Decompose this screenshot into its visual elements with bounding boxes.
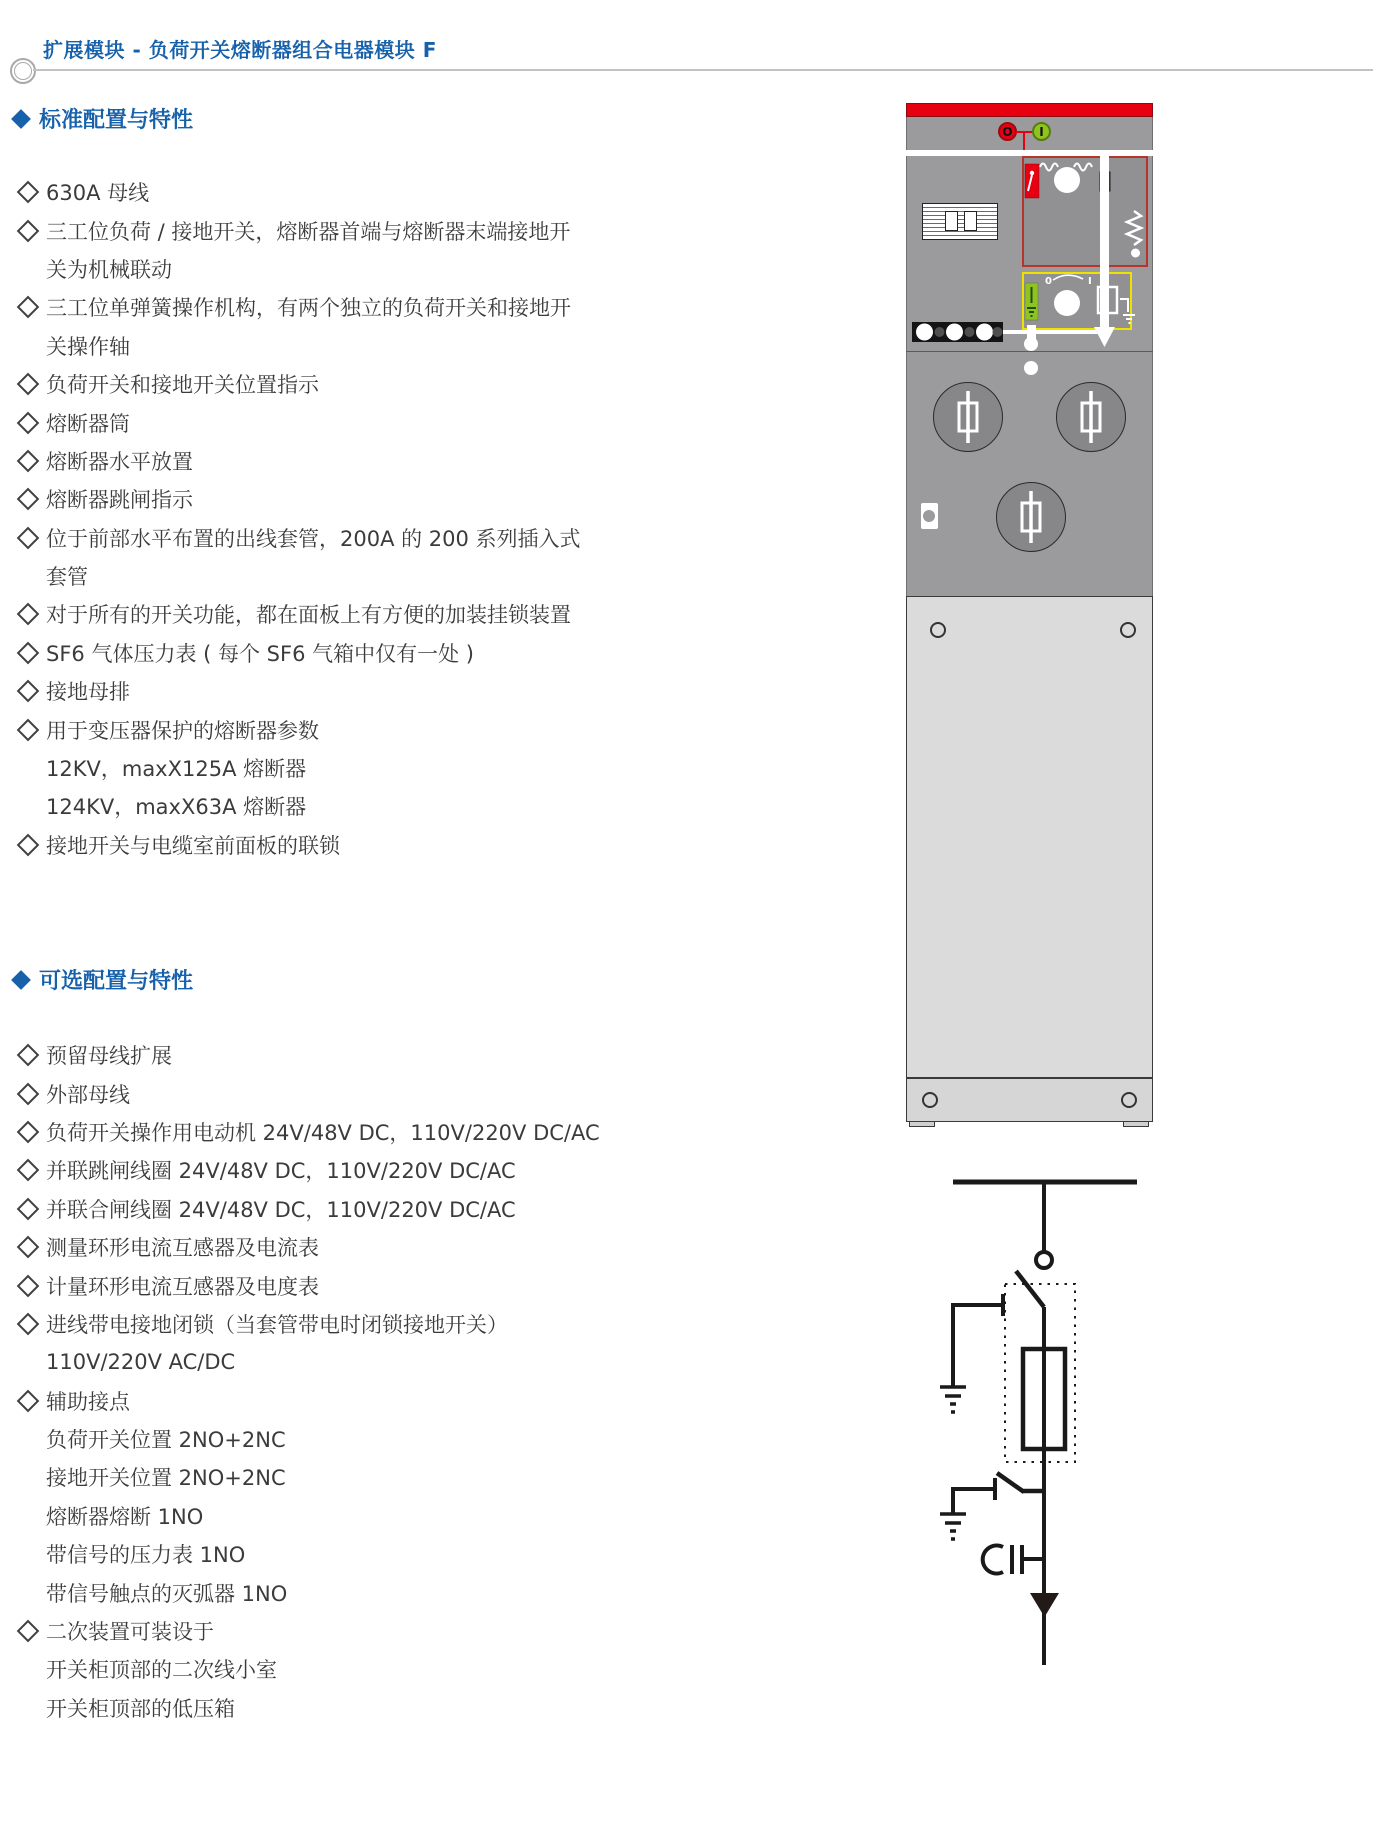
feature-text: 带信号触点的灭弧器 1NO bbox=[46, 1581, 288, 1606]
load-switch-glyph bbox=[1025, 164, 1110, 199]
feature-line bbox=[15, 1420, 795, 1458]
diamond-bullet-icon bbox=[17, 1121, 40, 1144]
feature-text: 三工位单弹簧操作机构，有两个独立的负荷开关和接地开 bbox=[46, 296, 571, 321]
diamond-bullet-icon bbox=[17, 1313, 40, 1336]
load-switch-blade bbox=[1016, 1271, 1044, 1307]
spring-icon bbox=[1040, 164, 1058, 171]
feature-text: 熔断器水平放置 bbox=[46, 449, 193, 474]
feature-line bbox=[15, 1650, 795, 1688]
feature-text: 用于变压器保护的熔断器参数 bbox=[46, 718, 319, 743]
rotate-arrow-icon bbox=[1053, 275, 1083, 280]
fuse-glyphs bbox=[959, 391, 1100, 543]
section-heading-standard bbox=[10, 103, 193, 134]
feature-text: 110V/220V AC/DC bbox=[46, 1350, 236, 1375]
single-line-diagram bbox=[935, 1170, 1150, 1680]
feature-line bbox=[15, 595, 795, 633]
feature-text: 关为机械联动 bbox=[46, 257, 172, 282]
diamond-bullet-icon bbox=[17, 834, 40, 857]
feature-line bbox=[15, 634, 795, 672]
feature-line bbox=[15, 1382, 795, 1420]
knob-open-label: 0 bbox=[1045, 276, 1052, 287]
feature-line bbox=[15, 1305, 795, 1343]
earthing-switch-blade-bottom bbox=[997, 1473, 1044, 1492]
optional-feature-list bbox=[15, 1036, 795, 1727]
feature-text: 关操作轴 bbox=[46, 334, 130, 359]
ground-symbol-icon bbox=[1120, 299, 1135, 323]
feature-line bbox=[15, 211, 795, 249]
feature-line bbox=[15, 480, 795, 518]
feature-line bbox=[15, 1190, 795, 1228]
diamond-bullet-icon bbox=[17, 718, 40, 741]
feature-text: 负荷开关操作用电动机 24V/48V DC，110V/220V DC/AC bbox=[46, 1120, 600, 1145]
feature-text: 带信号的压力表 1NO bbox=[46, 1543, 246, 1568]
switchgear-cabinet-illustration bbox=[906, 103, 1153, 1127]
diamond-bullet-icon bbox=[17, 411, 40, 434]
feature-text: 计量环形电流互感器及电度表 bbox=[46, 1274, 319, 1299]
feature-line bbox=[15, 749, 795, 787]
on-label: I bbox=[1039, 124, 1044, 139]
diamond-bullet-icon bbox=[17, 181, 40, 204]
section-heading-text: 标准配置与特性 bbox=[39, 108, 194, 133]
feature-line bbox=[15, 557, 795, 595]
capacitor-plates bbox=[1012, 1545, 1044, 1574]
diamond-bullet-icon bbox=[17, 1620, 40, 1643]
feature-line bbox=[15, 1036, 795, 1074]
diamond-bullet-icon bbox=[17, 642, 40, 665]
feature-line bbox=[15, 442, 795, 480]
shaft-port-icon bbox=[1024, 337, 1038, 351]
diamond-bullet-icon bbox=[17, 1159, 40, 1182]
diamond-bullet-icon bbox=[17, 1236, 40, 1259]
feature-text: 124KV，maxX63A 熔断器 bbox=[46, 795, 307, 820]
earthing-switch-glyph bbox=[1025, 275, 1135, 323]
ring-ornament-icon bbox=[10, 58, 36, 84]
feature-line bbox=[15, 672, 795, 710]
feature-text: 630A 母线 bbox=[46, 181, 150, 206]
feature-text: 位于前部水平布置的出线套管，200A 的 200 系列插入式 bbox=[46, 526, 581, 551]
diamond-bullet-icon bbox=[17, 450, 40, 473]
feature-text: 并联跳闸线圈 24V/48V DC，110V/220V DC/AC bbox=[46, 1159, 516, 1184]
feature-text: 负荷开关位置 2NO+2NC bbox=[46, 1428, 286, 1453]
diamond-bullet-icon bbox=[17, 1197, 40, 1220]
feature-line bbox=[15, 1151, 795, 1189]
feature-text: 熔断器跳闸指示 bbox=[46, 488, 193, 513]
feature-text: 辅助接点 bbox=[46, 1389, 130, 1414]
button-linkage-line bbox=[1016, 132, 1032, 150]
section-heading-text: 可选配置与特性 bbox=[39, 969, 194, 994]
feature-line bbox=[15, 787, 795, 825]
feature-text: 接地母排 bbox=[46, 680, 130, 705]
filled-diamond-icon bbox=[11, 109, 31, 129]
feature-line bbox=[15, 250, 795, 288]
feature-line bbox=[15, 1573, 795, 1611]
feature-line bbox=[15, 1343, 795, 1381]
earthing-switch-branch-top bbox=[953, 1294, 1003, 1387]
feature-line bbox=[15, 1458, 795, 1496]
feature-text: 开关柜顶部的低压箱 bbox=[46, 1696, 235, 1721]
cabinet-graphics-overlay bbox=[906, 103, 1153, 1127]
ground-symbol-icon bbox=[940, 1387, 966, 1412]
feature-line bbox=[15, 1497, 795, 1535]
page-title: 扩展模块 - 负荷开关熔断器组合电器模块 F bbox=[43, 38, 437, 62]
feature-line bbox=[15, 1266, 795, 1304]
earthing-switch-branch-bottom bbox=[953, 1478, 995, 1514]
feature-text: 外部母线 bbox=[46, 1082, 130, 1107]
feature-text: 12KV，maxX125A 熔断器 bbox=[46, 757, 307, 782]
cable-test-ports bbox=[916, 324, 1003, 341]
feature-text: 预留母线扩展 bbox=[46, 1044, 172, 1069]
feature-text: 接地开关与电缆室前面板的联锁 bbox=[46, 833, 340, 858]
diamond-bullet-icon bbox=[17, 680, 40, 703]
feature-line bbox=[15, 403, 795, 441]
feature-text: 套管 bbox=[46, 565, 88, 590]
feature-line bbox=[15, 1074, 795, 1112]
feature-line bbox=[15, 826, 795, 864]
feature-line bbox=[15, 365, 795, 403]
feature-line bbox=[15, 173, 795, 211]
feature-line bbox=[15, 288, 795, 326]
diamond-bullet-icon bbox=[17, 1082, 40, 1105]
section-heading-optional bbox=[10, 964, 193, 995]
feature-line bbox=[15, 1612, 795, 1650]
feature-text: 三工位负荷 / 接地开关，熔断器首端与熔断器末端接地开 bbox=[46, 219, 571, 244]
feature-text: SF6 气体压力表 ( 每个 SF6 气箱中仅有一处 ) bbox=[46, 641, 474, 666]
feature-text: 进线带电接地闭锁（当套管带电时闭锁接地开关） bbox=[46, 1312, 508, 1337]
voltage-indicator-arc bbox=[983, 1546, 1003, 1574]
diamond-bullet-icon bbox=[17, 219, 40, 242]
feature-line bbox=[15, 1689, 795, 1727]
shaft-port-icon bbox=[1024, 361, 1038, 375]
spring-stack-icon bbox=[1127, 211, 1141, 258]
knob-close-label: I bbox=[1088, 276, 1092, 287]
filled-diamond-icon bbox=[11, 970, 31, 990]
feature-line bbox=[15, 327, 795, 365]
feature-line bbox=[15, 519, 795, 557]
feature-line bbox=[15, 1228, 795, 1266]
diamond-bullet-icon bbox=[17, 526, 40, 549]
diamond-bullet-icon bbox=[17, 488, 40, 511]
feature-line bbox=[15, 1113, 795, 1151]
off-label: O bbox=[1002, 124, 1013, 139]
diamond-bullet-icon bbox=[17, 1274, 40, 1297]
diamond-bullet-icon bbox=[17, 1389, 40, 1412]
diamond-bullet-icon bbox=[17, 1044, 40, 1067]
feature-text: 对于所有的开关功能，都在面板上有方便的加装挂锁装置 bbox=[46, 603, 571, 628]
spring-icon bbox=[1074, 164, 1092, 171]
feature-text: 开关柜顶部的二次线小室 bbox=[46, 1658, 277, 1683]
header-rule bbox=[33, 69, 1373, 71]
diamond-bullet-icon bbox=[17, 603, 40, 626]
busbar-arrow-icon bbox=[1094, 156, 1115, 347]
connector-line bbox=[1003, 325, 1100, 375]
operating-knob-icon bbox=[1054, 290, 1080, 316]
feature-text: 测量环形电流互感器及电流表 bbox=[46, 1236, 319, 1261]
feature-line bbox=[15, 1535, 795, 1573]
diamond-bullet-icon bbox=[17, 373, 40, 396]
feature-text: 接地开关位置 2NO+2NC bbox=[46, 1466, 286, 1491]
diamond-bullet-icon bbox=[17, 296, 40, 319]
standard-feature-list bbox=[15, 173, 795, 864]
feature-text: 负荷开关和接地开关位置指示 bbox=[46, 373, 319, 398]
feature-text: 并联合闸线圈 24V/48V DC，110V/220V DC/AC bbox=[46, 1197, 516, 1222]
feature-text: 熔断器熔断 1NO bbox=[46, 1504, 204, 1529]
feature-text: 熔断器筒 bbox=[46, 411, 130, 436]
operating-shaft-icon bbox=[1054, 167, 1080, 193]
ground-symbol-icon bbox=[940, 1514, 966, 1539]
feature-line bbox=[15, 710, 795, 748]
cable-termination-arrow bbox=[1030, 1593, 1059, 1617]
feature-text: 二次装置可装设于 bbox=[46, 1620, 214, 1645]
isolating-contact-icon bbox=[1036, 1252, 1052, 1268]
